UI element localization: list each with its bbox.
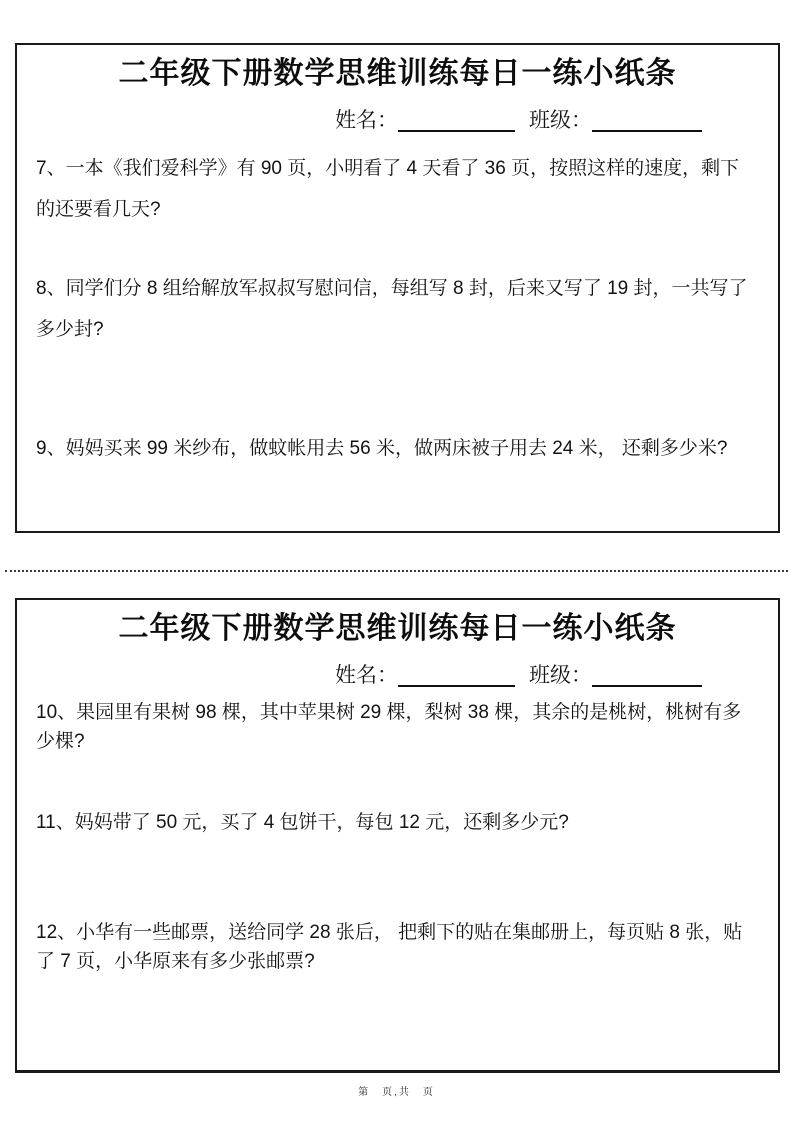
name-blank-line (398, 683, 515, 687)
class-label: 班级： (529, 109, 592, 132)
name-label: 姓名： (335, 664, 398, 687)
name-class-row (335, 662, 778, 690)
name-blank-line (398, 128, 515, 132)
class-blank-line (592, 128, 702, 132)
problem-11: 11、妈妈带了 50 元，买了 4 包饼干，每包 12 元，还剩多少元? (36, 812, 569, 833)
problem-12: 12、小华有一些邮票，送给同学 28 张后， 把剩下的贴在集邮册上，每页贴 8 张，贴了 7 页，小华原来有多少张邮票? (36, 922, 743, 972)
class-label: 班级： (529, 664, 592, 687)
problem-7: 7、一本《我们爱科学》有 90 页，小明看了 4 天看了 36 页，按照这样的速度，剩下的还要看几天? (36, 158, 740, 220)
name-class-row (335, 107, 778, 135)
problem-9: 9、妈妈买来 99 米纱布，做蚊帐用去 56 米，做两床被子用去 24 米， 还剩多少米? (36, 438, 728, 459)
slip-title: 二年级下册数学思维训练每日一练小纸条 (118, 57, 677, 90)
slip-title: 二年级下册数学思维训练每日一练小纸条 (118, 612, 677, 645)
worksheet-slip-2 (15, 598, 780, 1073)
name-label: 姓名： (335, 109, 398, 132)
page-footer: 第 页,共 页 (358, 1087, 435, 1098)
problem-10: 10、果园里有果树 98 棵，其中苹果树 29 棵，梨树 38 棵，其余的是桃树，桃树有多少棵? (36, 702, 742, 752)
problem-list (17, 148, 778, 469)
worksheet-slip-1 (15, 43, 780, 533)
cut-line (5, 570, 788, 572)
problem-8: 8、同学们分 8 组给解放军叔叔写慰问信，每组写 8 封，后来又写了 19 封，一共写了多少封? (36, 278, 748, 340)
class-blank-line (592, 683, 702, 687)
problem-list (17, 698, 778, 976)
